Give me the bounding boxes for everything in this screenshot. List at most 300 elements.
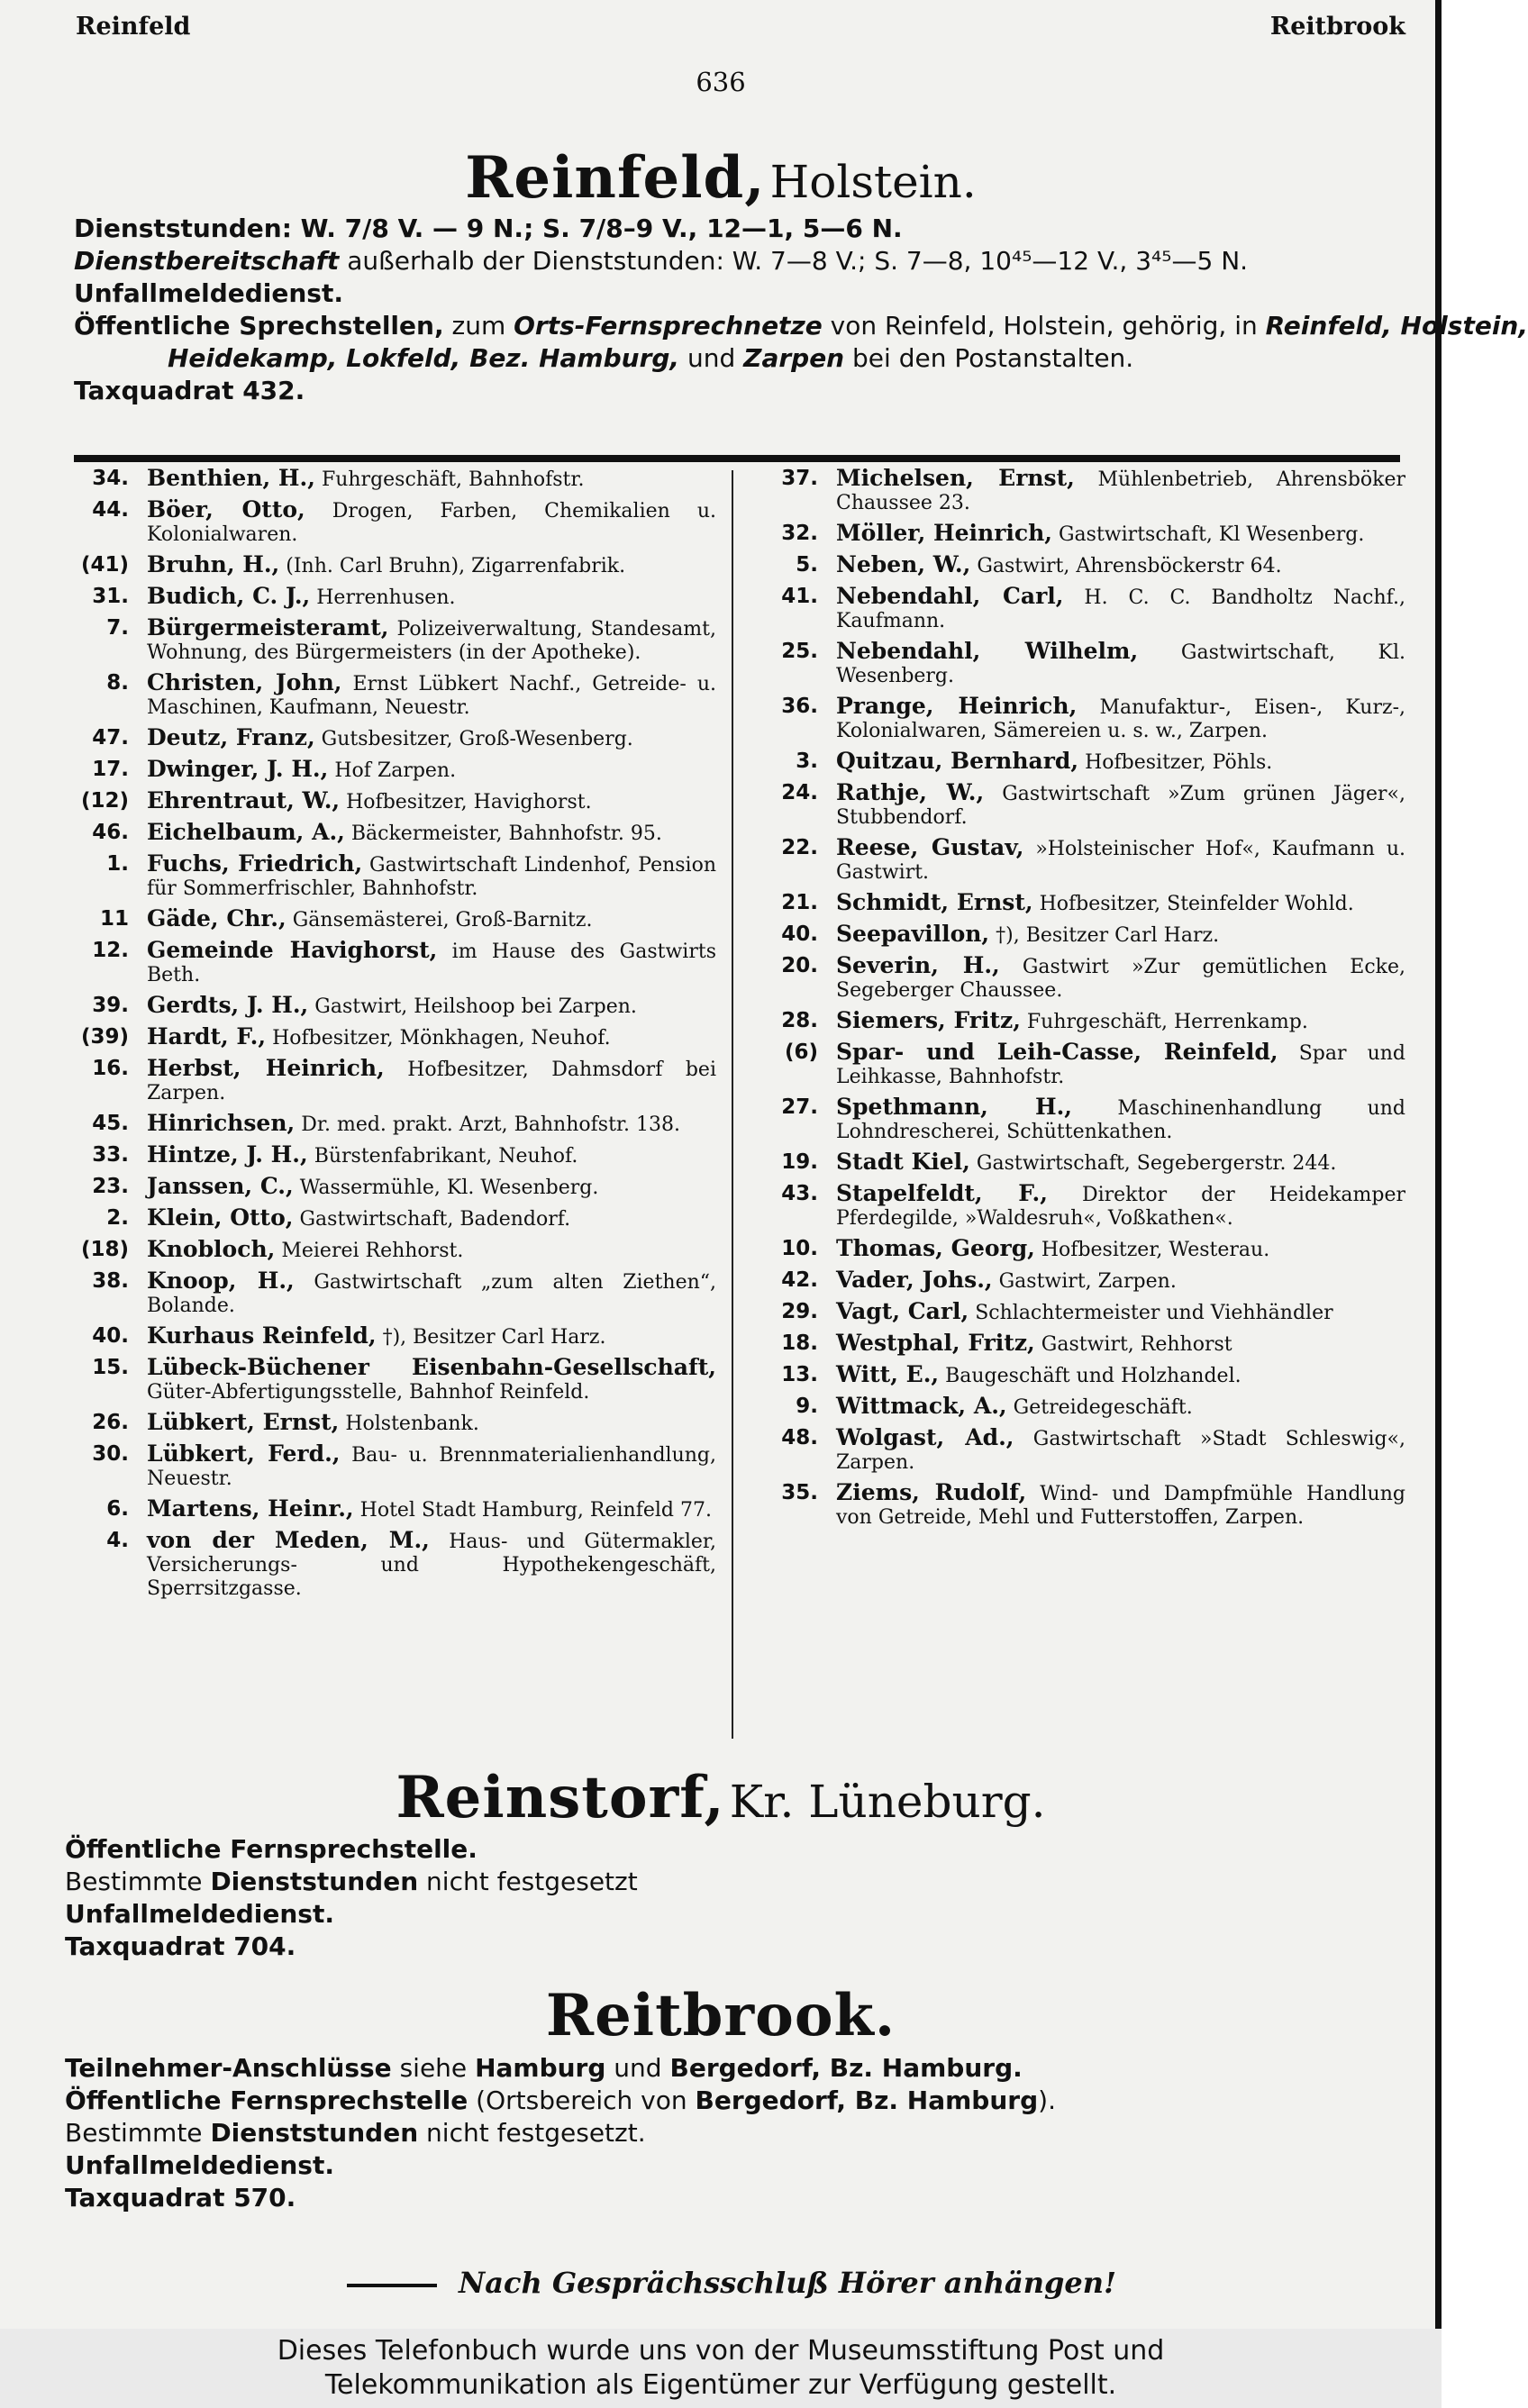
reminder-text: Nach Gesprächsschluß Hörer anhängen! — [458, 2266, 1117, 2300]
subscriber-description: Maschinenhandlung und Lohndrescherei, Schüttenkathen. — [836, 1097, 1406, 1143]
subscriber-entry — [77, 1411, 716, 1436]
caption-line-1: Dieses Telefonbuch wurde uns von der Museumsstiftung Post und — [277, 2335, 1165, 2367]
subscriber-entry — [766, 922, 1405, 948]
subscriber-number: 15. — [92, 1356, 129, 1379]
subscriber-number: 24. — [781, 781, 818, 804]
subscriber-description: Hofbesitzer, Steinfelder Wohld. — [1039, 893, 1354, 915]
subscriber-name: Hardt, F., — [147, 1023, 267, 1050]
subscriber-name: Stapelfeldt, F., — [836, 1180, 1048, 1206]
subscriber-name: Severin, H., — [836, 952, 1000, 978]
subscriber-description: Manufaktur-, Eisen-, Kurz-, Kolonialwaren, Sämereien u. s. w., Zarpen. — [836, 696, 1406, 742]
subscriber-description: Gastwirt, Zarpen. — [998, 1270, 1177, 1293]
subscriber-text — [147, 553, 716, 578]
subscriber-number: 22. — [781, 836, 818, 859]
subscriber-name: Thomas, Georg, — [836, 1235, 1035, 1261]
subscriber-entry — [77, 1112, 716, 1137]
public-station-line: Öffentliche Fernsprechstelle. — [65, 1834, 478, 1864]
standby-hours-line: Dienstbereitschaft außerhalb der Dienststunden: W. 7—8 V.; S. 7—8, 10⁴⁵—12 V., 3⁴⁵—5 N. — [74, 246, 1249, 276]
subscriber-number: 30. — [92, 1442, 129, 1466]
subscriber-name: Fuchs, Friedrich, — [147, 850, 363, 877]
subscriber-description: Polizeiverwaltung, Standesamt, Wohnung, des Bürgermeisters (in der Apotheke). — [147, 618, 716, 664]
subscriber-number: 31. — [92, 585, 129, 608]
subscriber-description: Gastwirtschaft »Zum grünen Jäger«, Stubbendorf. — [836, 783, 1405, 829]
subscriber-description: Holstenbank. — [345, 1413, 479, 1435]
subscriber-entry — [77, 498, 716, 547]
subscriber-description: Baugeschäft und Holzhandel. — [945, 1365, 1242, 1387]
subscriber-name: Wolgast, Ad., — [836, 1424, 1014, 1450]
subscriber-name: Michelsen, Ernst, — [836, 465, 1075, 491]
subscriber-number: 9. — [796, 1395, 818, 1418]
subscriber-description: Direktor der Heidekamper Pferdegilde, »Waldesruh«, Voßkathen«. — [836, 1184, 1405, 1230]
subscriber-name: Knoop, H., — [147, 1268, 295, 1294]
subscriber-number: 27. — [781, 1095, 818, 1119]
subscriber-entry — [766, 891, 1405, 916]
subscriber-number: 36. — [781, 695, 818, 718]
subscriber-text — [836, 553, 1405, 578]
subscriber-text — [836, 522, 1405, 547]
service-hours-line: Bestimmte Dienststunden nicht festgesetzt. — [65, 2118, 646, 2148]
subscriber-description: (Inh. Carl Bruhn), Zigarrenfabrik. — [286, 555, 626, 577]
subscriber-entry — [77, 1269, 716, 1318]
subscriber-text — [147, 1025, 716, 1050]
subscriber-number: 11 — [99, 907, 129, 931]
subscriber-description: Hof Zarpen. — [334, 759, 457, 782]
subscriber-number: 2. — [106, 1206, 129, 1230]
subscriber-entry — [77, 1175, 716, 1200]
subscriber-text — [836, 891, 1405, 916]
archive-caption — [0, 2329, 1442, 2408]
subscriber-number: 33. — [92, 1143, 129, 1167]
subscriber-name: Seepavillon, — [836, 921, 990, 947]
subscriber-name: Neben, W., — [836, 551, 971, 577]
subscriber-text — [836, 1481, 1405, 1530]
subscriber-entry — [766, 1150, 1405, 1176]
subscriber-text — [147, 1057, 716, 1105]
subscriber-number: 41. — [781, 585, 818, 608]
subscriber-name: Quitzau, Bernhard, — [836, 748, 1079, 774]
subscriber-entry — [766, 1095, 1405, 1144]
subscriber-text — [836, 1331, 1405, 1357]
subscriber-entry — [77, 852, 716, 901]
subscriber-number: 19. — [781, 1150, 818, 1174]
subscriber-description: Wassermühle, Kl. Wesenberg. — [299, 1177, 599, 1199]
subscriber-text — [147, 467, 716, 492]
column-divider — [732, 470, 733, 1739]
subscriber-description: Wind- und Dampfmühle Handlung von Getreide, Mehl und Futterstoffen, Zarpen. — [836, 1483, 1405, 1529]
subscriber-text — [836, 1237, 1405, 1262]
reitbrook-info-block — [65, 2052, 1398, 2214]
tax-square-line: Taxquadrat 704. — [65, 1931, 296, 1961]
subscriber-entry — [766, 1009, 1405, 1034]
subscriber-entry — [766, 781, 1405, 830]
reinfeld-info-block — [74, 213, 1528, 407]
subscriber-description: im Hause des Gastwirts Beth. — [147, 940, 716, 986]
subscriber-description: Mühlenbetrieb, Ahrensböker Chaussee 23. — [836, 468, 1406, 514]
subscriber-entry — [766, 1040, 1405, 1089]
public-stations-line: Öffentliche Sprechstellen, zum Orts-Fernsprechnetze von Reinfeld, Holstein, gehörig, in Reinfeld, Holstein, — [74, 311, 1528, 341]
subscriber-number: 34. — [92, 467, 129, 490]
subscriber-number: 26. — [92, 1411, 129, 1434]
subscriber-entry — [77, 1356, 716, 1404]
subscriber-name: Hinrichsen, — [147, 1110, 296, 1136]
subscriber-text — [147, 1529, 716, 1601]
subscriber-number: 25. — [781, 640, 818, 663]
subscriber-description: Gänsemästerei, Groß-Barnitz. — [292, 909, 593, 931]
subscriber-number: 23. — [92, 1175, 129, 1198]
subscriber-text — [147, 1269, 716, 1318]
subscriber-description: Hofbesitzer, Havighorst. — [346, 791, 592, 813]
town-district: Kr. Lüneburg. — [729, 1776, 1046, 1828]
subscriber-entry — [77, 1238, 716, 1263]
subscriber-entry — [77, 1057, 716, 1105]
subscriber-description: Ernst Lübkert Nachf., Getreide- u. Maschinen, Kaufmann, Neuestr. — [147, 673, 717, 719]
subscriber-name: Witt, E., — [836, 1361, 940, 1387]
subscriber-description: Fuhrgeschäft, Herrenkamp. — [1026, 1011, 1308, 1033]
subscriber-name: Spar- und Leih-Casse, Reinfeld, — [836, 1039, 1278, 1065]
subscriber-number: 28. — [781, 1009, 818, 1032]
subscriber-text — [836, 1363, 1405, 1388]
subscriber-entry — [766, 695, 1405, 743]
subscriber-number: 40. — [92, 1324, 129, 1348]
subscriber-description: †), Besitzer Carl Harz. — [996, 924, 1220, 947]
subscriber-number: 8. — [106, 671, 129, 695]
subscriber-entry — [766, 467, 1405, 515]
subscriber-entry — [77, 616, 716, 665]
subscriber-entry — [77, 907, 716, 932]
subscriber-name: Lübkert, Ferd., — [147, 1440, 341, 1467]
subscriber-text — [836, 640, 1405, 688]
subscriber-name: Bürgermeisteramt, — [147, 614, 389, 641]
subscriber-number: (6) — [784, 1040, 818, 1064]
subscriber-description: Gastwirtschaft „zum alten Ziethen“, Bolande. — [147, 1271, 717, 1317]
subscriber-number: 16. — [92, 1057, 129, 1080]
subscriber-name: Lübeck-Büchener Eisenbahn-Gesellschaft, — [147, 1354, 716, 1380]
subscriber-list-left — [77, 467, 716, 1607]
subscriber-description: H. C. C. Bandholtz Nachf., Kaufmann. — [836, 586, 1405, 632]
subscriber-text — [836, 954, 1405, 1003]
page-number: 636 — [696, 67, 746, 97]
subscriber-text — [147, 1238, 716, 1263]
subscriber-name: Christen, John, — [147, 669, 342, 695]
subscriber-number: 48. — [781, 1426, 818, 1449]
subscriber-description: Gastwirtschaft Lindenhof, Pension für Sommerfrischler, Bahnhofstr. — [147, 854, 716, 900]
subscriber-text — [147, 726, 716, 751]
subscriber-entry — [77, 467, 716, 492]
subscriber-text — [836, 467, 1405, 515]
accident-service-line: Unfallmeldedienst. — [65, 2150, 334, 2180]
subscriber-number: 46. — [92, 821, 129, 844]
subscriber-text — [836, 1182, 1405, 1231]
subscriber-entry — [77, 994, 716, 1019]
subscriber-name: Vagt, Carl, — [836, 1298, 969, 1324]
subscriber-number: 17. — [92, 758, 129, 781]
double-divider-rule — [74, 455, 1400, 462]
subscriber-entry — [77, 1442, 716, 1491]
subscriber-number: (12) — [80, 789, 129, 813]
running-header-right: Reitbrook — [1269, 13, 1405, 41]
subscriber-entry — [766, 1395, 1405, 1420]
subscriber-entry — [766, 553, 1405, 578]
subscriber-entry — [766, 1363, 1405, 1388]
subscriber-text — [147, 1356, 716, 1404]
subscriber-text — [836, 836, 1405, 885]
subscriber-text — [836, 585, 1405, 633]
subscriber-description: Gastwirtschaft, Kl. Wesenberg. — [836, 641, 1405, 687]
subscriber-number: 1. — [106, 852, 129, 876]
subscriber-description: Hofbesitzer, Pöhls. — [1085, 751, 1273, 774]
subscriber-name: Hintze, J. H., — [147, 1141, 308, 1168]
subscriber-description: »Holsteinischer Hof«, Kaufmann u. Gastwirt. — [836, 838, 1406, 884]
subscriber-entry — [77, 939, 716, 987]
subscriber-entry — [766, 585, 1405, 633]
subscriber-description: Gastwirtschaft »Stadt Schleswig«, Zarpen. — [836, 1428, 1406, 1474]
town-district: Holstein. — [769, 156, 977, 208]
subscriber-text — [147, 616, 716, 665]
service-hours-line: Bestimmte Dienststunden nicht festgesetzt — [65, 1867, 638, 1896]
page-edge-shadow — [1435, 0, 1442, 2329]
town-heading-reinfeld — [0, 144, 1442, 212]
subscriber-name: Böer, Otto, — [147, 496, 305, 522]
hang-up-reminder — [0, 2266, 1442, 2300]
subscriber-text — [836, 1395, 1405, 1420]
subscriber-description: Schlachtermeister und Viehhändler — [975, 1302, 1333, 1324]
subscriber-name: Deutz, Franz, — [147, 724, 315, 750]
subscriber-entry — [766, 1481, 1405, 1530]
subscriber-name: Nebendahl, Wilhelm, — [836, 638, 1139, 664]
subscriber-name: Martens, Heinr., — [147, 1495, 354, 1522]
subscriber-number: 40. — [781, 922, 818, 946]
subscriber-name: Knobloch, — [147, 1236, 276, 1262]
subscriber-number: (41) — [80, 553, 129, 577]
subscriber-name: Dwinger, J. H., — [147, 756, 329, 782]
subscriber-entry — [766, 954, 1405, 1003]
subscriber-name: Wittmack, A., — [836, 1393, 1007, 1419]
subscriber-description: Hotel Stadt Hamburg, Reinfeld 77. — [359, 1499, 712, 1522]
subscriber-number: 38. — [92, 1269, 129, 1293]
subscriber-name: Lübkert, Ernst, — [147, 1409, 340, 1435]
subscriber-description: Gutsbesitzer, Groß-Wesenberg. — [321, 728, 633, 750]
subscriber-text — [147, 758, 716, 783]
subscriber-text — [836, 1009, 1405, 1034]
subscriber-text — [836, 922, 1405, 948]
subscriber-text — [147, 498, 716, 547]
subscriber-entry — [766, 1331, 1405, 1357]
subscriber-entry — [766, 640, 1405, 688]
subscriber-number: 13. — [781, 1363, 818, 1386]
subscriber-entry — [77, 1206, 716, 1231]
subscriber-description: Güter-Abfertigungsstelle, Bahnhof Reinfeld. — [147, 1381, 590, 1404]
town-name: Reinstorf, — [396, 1764, 725, 1831]
subscriber-name: Kurhaus Reinfeld, — [147, 1322, 377, 1349]
subscriber-entry — [77, 726, 716, 751]
subscriber-text — [836, 781, 1405, 830]
town-heading-reinstorf — [0, 1764, 1442, 1831]
subscriber-description: Bürstenfabrikant, Neuhof. — [314, 1145, 578, 1168]
subscriber-name: Spethmann, H., — [836, 1094, 1072, 1120]
subscriber-number: 21. — [781, 891, 818, 914]
subscriber-description: Dr. med. prakt. Arzt, Bahnhofstr. 138. — [301, 1113, 680, 1136]
subscriber-text — [147, 821, 716, 846]
subscriber-text — [147, 907, 716, 932]
subscriber-text — [836, 1040, 1405, 1089]
subscriber-text — [147, 994, 716, 1019]
subscriber-name: Nebendahl, Carl, — [836, 583, 1064, 609]
running-header-left: Reinfeld — [76, 13, 191, 41]
subscriber-number: 47. — [92, 726, 129, 750]
subscriber-text — [147, 671, 716, 720]
subscriber-number: 45. — [92, 1112, 129, 1135]
subscriber-list-right — [766, 467, 1405, 1536]
subscriber-number: 18. — [781, 1331, 818, 1355]
subscriber-entry — [77, 553, 716, 578]
subscriber-number: 44. — [92, 498, 129, 522]
subscriber-name: Rathje, W., — [836, 779, 985, 805]
reinstorf-info-block — [65, 1833, 1398, 1963]
tax-square-line: Taxquadrat 570. — [65, 2183, 296, 2213]
subscriber-name: Gäde, Chr., — [147, 905, 286, 931]
subscriber-entry — [77, 1324, 716, 1349]
subscriber-name: Benthien, H., — [147, 465, 315, 491]
subscriber-description: †), Besitzer Carl Harz. — [382, 1326, 606, 1349]
subscriber-entry — [766, 1300, 1405, 1325]
subscriber-name: Janssen, C., — [147, 1173, 294, 1199]
subscriber-name: Budich, C. J., — [147, 583, 311, 609]
subscriber-number: (18) — [80, 1238, 129, 1261]
subscriber-name: Gemeinde Havighorst, — [147, 937, 438, 963]
subscriber-text — [147, 1206, 716, 1231]
subscriber-number: 39. — [92, 994, 129, 1017]
subscriber-text — [836, 1426, 1405, 1475]
accident-service-line: Unfallmeldedienst. — [65, 1899, 334, 1929]
subscriber-name: Prange, Heinrich, — [836, 693, 1078, 719]
subscriber-name: Stadt Kiel, — [836, 1149, 970, 1175]
subscriber-text — [147, 1112, 716, 1137]
subscriber-name: Herbst, Heinrich, — [147, 1055, 385, 1081]
subscriber-entry — [77, 1143, 716, 1168]
subscriber-description: Gastwirt, Ahrensböckerstr 64. — [977, 555, 1282, 577]
subscriber-text — [836, 1268, 1405, 1294]
subscriber-description: Gastwirtschaft, Segebergerstr. 244. — [976, 1152, 1337, 1175]
subscriber-name: Siemers, Fritz, — [836, 1007, 1021, 1033]
subscriber-number: 37. — [781, 467, 818, 490]
subscriber-number: 5. — [796, 553, 818, 577]
subscriber-entry — [77, 1497, 716, 1522]
subscriber-number: 43. — [781, 1182, 818, 1205]
subscriber-name: Ziems, Rudolf, — [836, 1479, 1027, 1505]
subscriber-text — [836, 1300, 1405, 1325]
subscriber-description: Meierei Rehhorst. — [281, 1240, 464, 1262]
subscriber-text — [836, 750, 1405, 775]
subscriber-number: 7. — [106, 616, 129, 640]
subscriber-description: Gastwirt, Rehhorst — [1041, 1333, 1232, 1356]
subscriber-number: 10. — [781, 1237, 818, 1260]
subscriber-number: 20. — [781, 954, 818, 977]
subscriber-entry — [77, 821, 716, 846]
subscriber-name: Gerdts, J. H., — [147, 992, 309, 1018]
subscriber-entry — [77, 789, 716, 814]
subscriber-name: Eichelbaum, A., — [147, 819, 345, 845]
subscriber-entry — [77, 671, 716, 720]
accident-service-line: Unfallmeldedienst. — [74, 278, 343, 308]
subscriber-entry — [766, 1182, 1405, 1231]
subscriber-entry — [766, 1426, 1405, 1475]
tax-square-line: Taxquadrat 432. — [74, 376, 305, 405]
subscriber-description: Bau- u. Brennmaterialienhandlung, Neuestr. — [147, 1444, 717, 1490]
subscriber-text — [836, 695, 1405, 743]
subscriber-number: 3. — [796, 750, 818, 773]
subscriber-text — [836, 1095, 1405, 1144]
subscriber-description: Gastwirt »Zur gemütlichen Ecke, Segeberger Chaussee. — [836, 956, 1406, 1002]
subscriber-description: Bäckermeister, Bahnhofstr. 95. — [350, 822, 662, 845]
subscriber-text — [147, 1442, 716, 1491]
town-name: Reinfeld, — [465, 144, 766, 212]
service-hours-line: Dienststunden: W. 7/8 V. — 9 N.; S. 7/8–9 V., 12—1, 5—6 N. — [74, 214, 903, 243]
public-stations-line-2: Heidekamp, Lokfeld, Bez. Hamburg, und Zarpen bei den Postanstalten. — [168, 343, 1134, 373]
subscriber-number: (39) — [80, 1025, 129, 1049]
subscriber-text — [147, 939, 716, 987]
subscriber-name: Vader, Johs., — [836, 1267, 993, 1293]
subscriber-entry — [77, 585, 716, 610]
subscriber-text — [147, 852, 716, 901]
subscriber-entry — [766, 1268, 1405, 1294]
subscriber-entry — [766, 836, 1405, 885]
subscriber-text — [147, 1324, 716, 1349]
subscriber-entry — [766, 522, 1405, 547]
subscriber-number: 29. — [781, 1300, 818, 1323]
subscriber-entry — [77, 1025, 716, 1050]
subscriber-name: von der Meden, M., — [147, 1527, 430, 1553]
subscriber-description: Fuhrgeschäft, Bahnhofstr. — [321, 468, 585, 491]
subscriber-entry — [77, 1529, 716, 1601]
subscriber-name: Westphal, Fritz, — [836, 1330, 1035, 1356]
town-heading-reitbrook — [0, 1982, 1442, 2049]
subscriber-text — [147, 1411, 716, 1436]
subscriber-number: 4. — [106, 1529, 129, 1552]
town-name: Reitbrook. — [545, 1982, 896, 2049]
subscriber-description: Hofbesitzer, Westerau. — [1041, 1239, 1270, 1261]
subscriber-description: Haus- und Gütermakler, Versicherungs- und Hypothekengeschäft, Sperrsitzgasse. — [147, 1531, 716, 1600]
subscriber-number: 6. — [106, 1497, 129, 1521]
subscriber-description: Gastwirtschaft, Badendorf. — [299, 1208, 571, 1231]
subscriber-number: 42. — [781, 1268, 818, 1292]
subscriber-text — [147, 1175, 716, 1200]
subscriber-description: Getreidegeschäft. — [1013, 1396, 1193, 1419]
subscriber-description: Hofbesitzer, Dahmsdorf bei Zarpen. — [147, 1059, 716, 1104]
public-station-line: Öffentliche Fernsprechstelle (Ortsbereich von Bergedorf, Bz. Hamburg). — [65, 2085, 1056, 2115]
subscriber-connections-line: Teilnehmer-Anschlüsse siehe Hamburg und Bergedorf, Bz. Hamburg. — [65, 2053, 1023, 2083]
subscriber-name: Möller, Heinrich, — [836, 520, 1052, 546]
subscriber-name: Klein, Otto, — [147, 1204, 294, 1231]
subscriber-number: 35. — [781, 1481, 818, 1504]
subscriber-description: Spar und Leihkasse, Bahnhofstr. — [836, 1042, 1406, 1088]
subscriber-name: Ehrentraut, W., — [147, 787, 341, 813]
subscriber-text — [147, 1143, 716, 1168]
subscriber-description: Gastwirtschaft, Kl Wesenberg. — [1058, 523, 1365, 546]
subscriber-description: Gastwirt, Heilshoop bei Zarpen. — [314, 995, 637, 1018]
subscriber-number: 32. — [781, 522, 818, 545]
subscriber-name: Schmidt, Ernst, — [836, 889, 1033, 915]
subscriber-text — [836, 1150, 1405, 1176]
subscriber-description: Hofbesitzer, Mönkhagen, Neuhof. — [272, 1027, 611, 1050]
subscriber-text — [147, 585, 716, 610]
subscriber-entry — [766, 1237, 1405, 1262]
subscriber-text — [147, 1497, 716, 1522]
caption-line-2: Telekommunikation als Eigentümer zur Verfügung gestellt. — [324, 2369, 1117, 2401]
dash-left — [347, 2284, 437, 2287]
subscriber-entry — [766, 750, 1405, 775]
subscriber-number: 12. — [92, 939, 129, 962]
subscriber-description: Herrenhusen. — [316, 586, 456, 609]
